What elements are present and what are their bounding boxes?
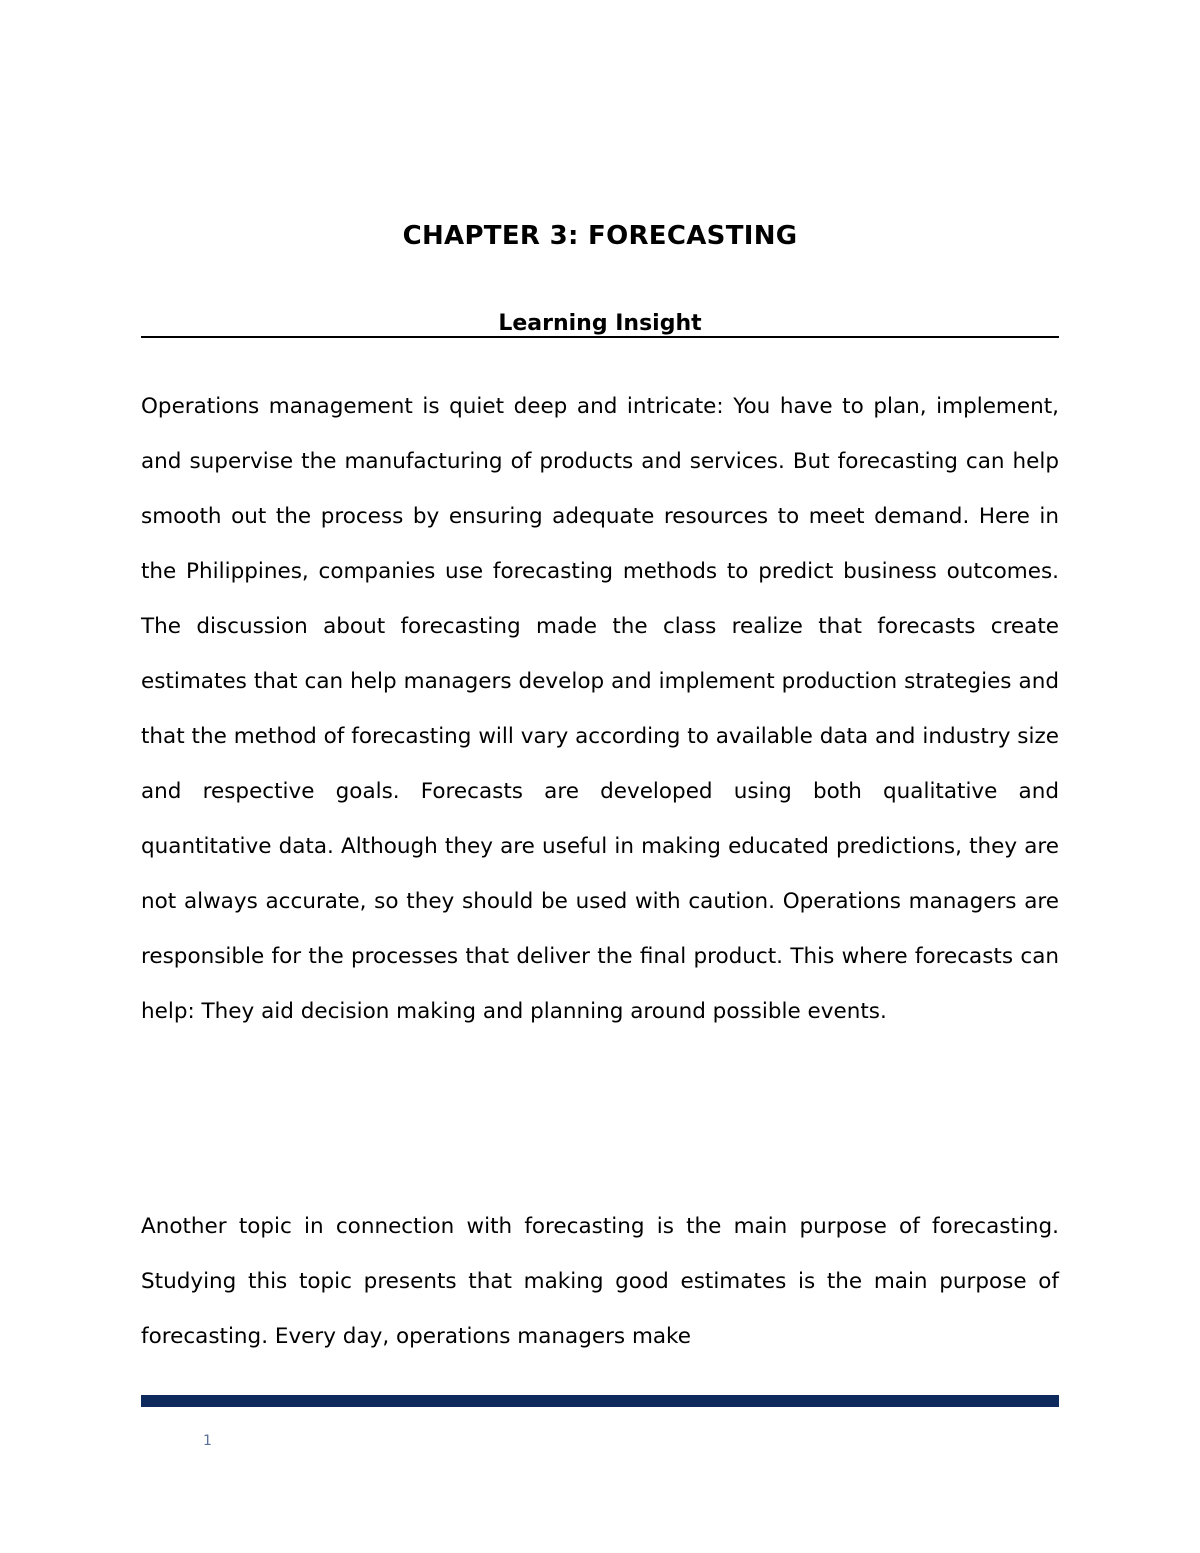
page-number: 1: [203, 1433, 212, 1449]
heading-underline: [141, 336, 1059, 338]
body-paragraph: Operations management is quiet deep and intricate: You have to plan, implement, and supervise the manufacturing of products and services. But forecasting can help smooth out the process by ensuring adequate resources to meet demand. Here in the Philippines, companies use forecasting methods to predict business outcomes. The discussion about forecasting made the class realize that forecasts create estimates that can help managers develop and implement production strategies and that the method of forecasting will vary according to available data and industry size and respective goals. Forecasts are developed using both qualitative and quantitative data. Although they are useful in making educated predictions, they are not always accurate, so they should be used with caution. Operations managers are responsible for the processes that deliver the final product. This where forecasts can help: They aid decision making and planning around possible events.: [141, 394, 1059, 1024]
chapter-title: CHAPTER 3: FORECASTING: [402, 221, 798, 251]
footer-bar: [141, 1395, 1059, 1407]
body-paragraph: Another topic in connection with forecasting is the main purpose of forecasting. Studying this topic presents that making good estimates is the main purpose of forecasting. Every day, operations managers make: [141, 1214, 1059, 1349]
section-heading: Learning Insight: [498, 311, 702, 336]
